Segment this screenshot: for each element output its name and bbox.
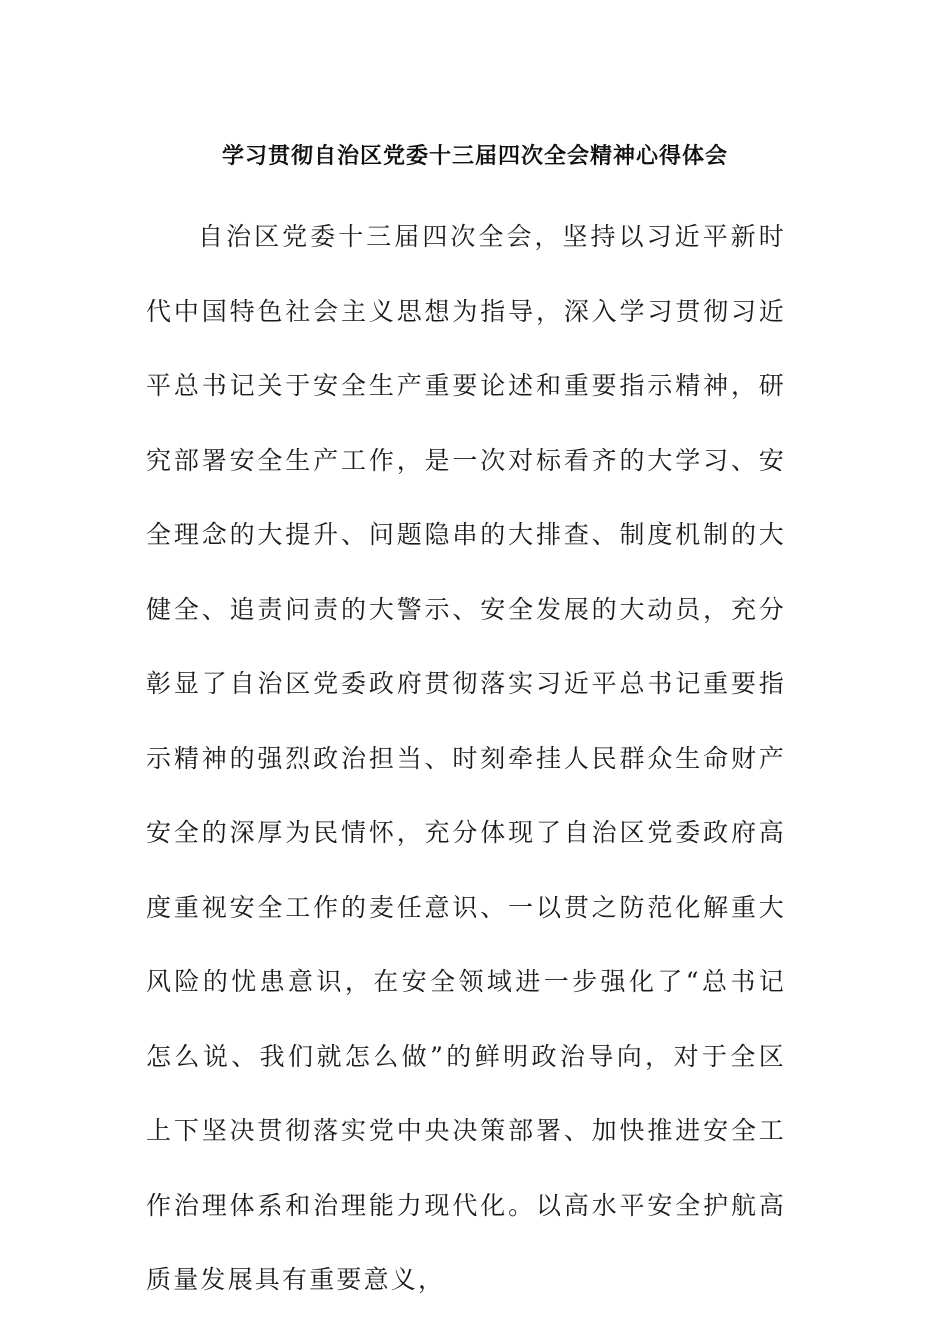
document-paragraph: 自治区党委十三届四次全会，坚持以习近平新时代中国特色社会主义思想为指导，深入学习贯彻习近平总书记关于安全生产重要论述和重要指示精神，研究部署安全生产工作，是一次对标看齐的大学习、安全理念的大提升、问题隐串的大排查、制度机制的大健全、追责问责的大警示、安全发展的大动员，充分彰显了自治区党委政府贯彻落实习近平总书记重要指示精神的强烈政治担当、时刻牵挂人民群众生命财产安全的深厚为民情怀，充分体现了自治区党委政府高度重视安全工作的麦任意识、一以贯之防范化解重大风险的忧患意识，在安全领域进一步强化了“总书记怎么说、我们就怎么做”的鲜明政治导向，对于全区上下坚决贯彻落实党中央决策部署、加快推进安全工作治理体系和治理能力现代化。以高水平安全护航高质量发展具有重要意义， — [146, 222, 786, 1294]
document-title: 学习贯彻自治区党委十三届四次全会精神心得体会 — [221, 143, 728, 169]
